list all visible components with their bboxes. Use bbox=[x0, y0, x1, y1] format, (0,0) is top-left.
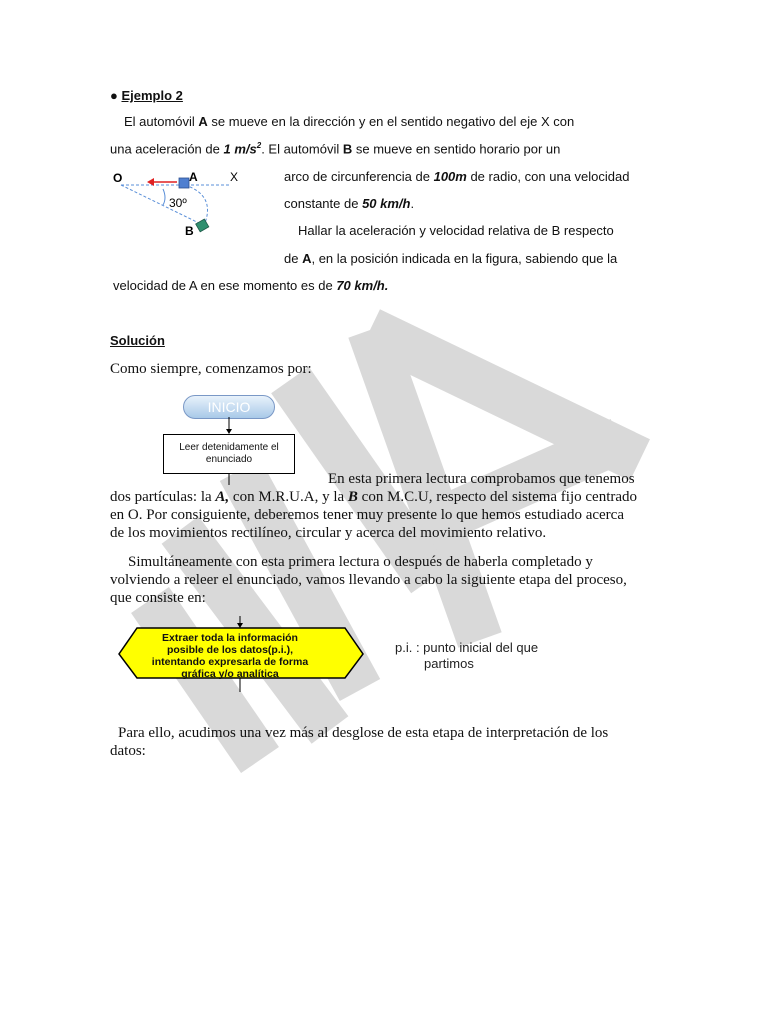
text: . bbox=[410, 196, 415, 211]
label-a: A bbox=[189, 170, 198, 184]
text: El automóvil bbox=[124, 114, 199, 129]
bullet: ● bbox=[110, 88, 118, 103]
angle-label: 30º bbox=[169, 196, 187, 210]
text: constante de bbox=[284, 196, 363, 211]
flow-start-node: INICIO bbox=[183, 395, 275, 419]
para3-line-2: datos: bbox=[110, 743, 146, 759]
label-o: O bbox=[113, 171, 123, 185]
angle-arc bbox=[163, 189, 165, 205]
text: con M.C.U, respecto del sistema fijo centrado bbox=[357, 489, 638, 505]
text: se mueve en sentido horario por un bbox=[352, 141, 561, 157]
pi-note-line-2: partimos bbox=[424, 656, 474, 671]
problem-line-2 bbox=[110, 141, 560, 156]
text: A, bbox=[215, 489, 230, 505]
problem-line-5: Hallar la aceleración y velocidad relativa de B respecto bbox=[298, 223, 614, 238]
text: 50 km/h bbox=[362, 196, 411, 211]
car-a bbox=[179, 178, 189, 188]
example-title: Ejemplo 2 bbox=[121, 88, 183, 103]
problem-line-3 bbox=[284, 169, 629, 184]
solution-heading: Solución bbox=[110, 333, 165, 348]
text: . El automóvil bbox=[261, 141, 343, 157]
text: A bbox=[198, 114, 208, 129]
text: A bbox=[302, 251, 312, 266]
text: 100m bbox=[433, 169, 467, 184]
problem-line-6 bbox=[284, 251, 617, 266]
text: con M.R.U.A, y la bbox=[229, 489, 348, 505]
text: dos partículas: la bbox=[110, 489, 216, 505]
solution-intro: Como siempre, comenzamos por: bbox=[110, 361, 312, 377]
label-b: B bbox=[185, 224, 194, 238]
para1-line-1: En esta primera lectura comprobamos que tenemos bbox=[328, 471, 635, 487]
flow-read-label: Leer detenidamente el enunciado bbox=[179, 442, 279, 465]
flow-read-node bbox=[163, 434, 295, 474]
para2-line-1: Simultáneamente con esta primera lectura o después de haberla completado y bbox=[128, 554, 593, 570]
text: de radio, con una velocidad bbox=[466, 169, 630, 184]
radius-line bbox=[121, 185, 203, 225]
text: 70 km/h. bbox=[336, 278, 389, 293]
text: se mueve en la dirección y en el sentido negativo del eje X con bbox=[207, 114, 575, 129]
example-heading bbox=[110, 88, 183, 103]
para2-line-2: volviendo a releer el enunciado, vamos llevando a cabo la siguiente etapa del proceso, bbox=[110, 572, 627, 588]
text: de bbox=[284, 251, 303, 266]
problem-line-4 bbox=[284, 196, 414, 211]
flow-extract-label: Extraer toda la información posible de los datos(p.i.), intentando expresarla de forma gráfica y/o analítica bbox=[151, 632, 309, 680]
text: B bbox=[347, 489, 358, 505]
text: velocidad de A en ese momento es de bbox=[113, 278, 337, 293]
para1-line-2 bbox=[110, 488, 637, 506]
text: , en la posición indicada en la figura, sabiendo que la bbox=[311, 251, 618, 266]
arc-path bbox=[185, 185, 208, 223]
text: una aceleración de bbox=[110, 141, 224, 157]
car-b bbox=[196, 219, 209, 232]
text: 2 bbox=[256, 141, 262, 150]
problem-line-7 bbox=[113, 278, 388, 293]
para2-line-3: que consiste en: bbox=[110, 590, 206, 606]
para1-line-4: de los movimientos rectilíneo, circular y acerca del movimiento relativo. bbox=[110, 525, 547, 541]
text: B bbox=[342, 141, 353, 157]
problem-line-1 bbox=[124, 114, 574, 129]
text: arco de circunferencia de bbox=[284, 169, 434, 184]
motion-diagram bbox=[105, 165, 280, 240]
flow-arrow-1 bbox=[224, 417, 234, 435]
pi-note-line-1: p.i. : punto inicial del que bbox=[395, 640, 539, 655]
flow-connector-1 bbox=[224, 473, 234, 485]
para1-line-3: en O. Por consiguiente, deberemos tener muy presente lo que hemos estudiado acerca bbox=[110, 507, 624, 523]
text: 1 m/s bbox=[223, 141, 257, 157]
label-x: X bbox=[230, 170, 239, 184]
para3-line-1: Para ello, acudimos una vez más al desglose de esta etapa de interpretación de los bbox=[118, 725, 609, 741]
